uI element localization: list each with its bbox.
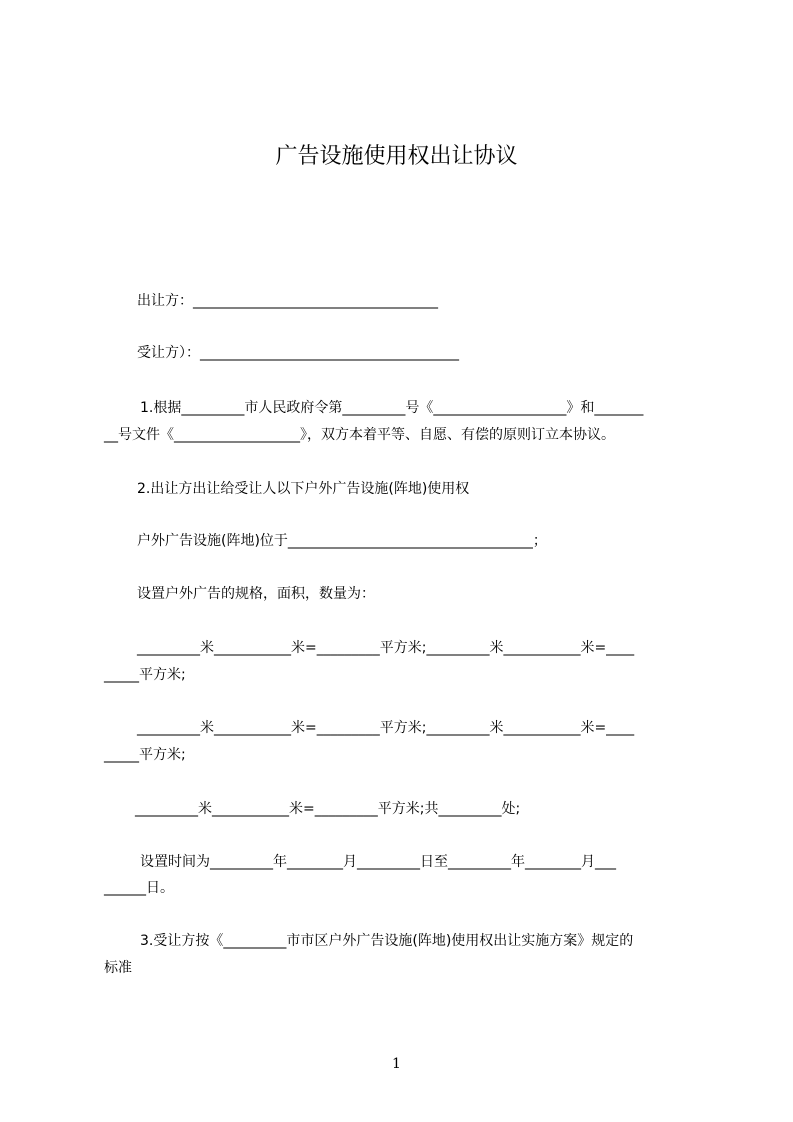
spec-heading: 设置户外广告的规格，面积，数量为： xyxy=(137,586,375,602)
clause-1-line-2: __号文件《__________________》，双方本着平等、自愿、有偿的原则订立本协议。 xyxy=(104,427,615,443)
document-title: 广告设施使用权出让协议 xyxy=(275,144,518,169)
spec-row-2: _________米___________米=_________平方米;_________米___________米=____ xyxy=(137,720,635,736)
spec-row-1: _________米___________米=_________平方米;_________米___________米=____ xyxy=(137,640,635,656)
location-line: 户外广告设施(阵地)位于___________________________________； xyxy=(137,533,547,549)
spec-row-3: _________米___________米=_________平方米;共_________处; xyxy=(135,801,521,817)
clause-3: 3.受让方按《_________市市区户外广告设施(阵地)使用权出让实施方案》规定的 xyxy=(140,933,634,949)
clause-1-line-1: 1.根据_________市人民政府令第_________号《___________________》和_______ xyxy=(140,400,644,416)
clause-2: 2.出让方出让给受让人以下户外广告设施(阵地)使用权 xyxy=(137,481,470,497)
page-number: 1 xyxy=(392,1056,401,1072)
transferee-line: 受让方）：_____________________________________ xyxy=(137,345,459,361)
spec-row-2-cont: _____平方米; xyxy=(104,747,186,763)
transferor-line: 出让方：___________________________________ xyxy=(137,293,438,309)
time-line: 设置时间为_________年________月_________日至_________年________月___ xyxy=(140,854,616,870)
clause-3-cont: 标准 xyxy=(104,960,132,976)
spec-row-1-cont: _____平方米; xyxy=(104,667,186,683)
time-line-cont: ______日。 xyxy=(104,880,174,896)
